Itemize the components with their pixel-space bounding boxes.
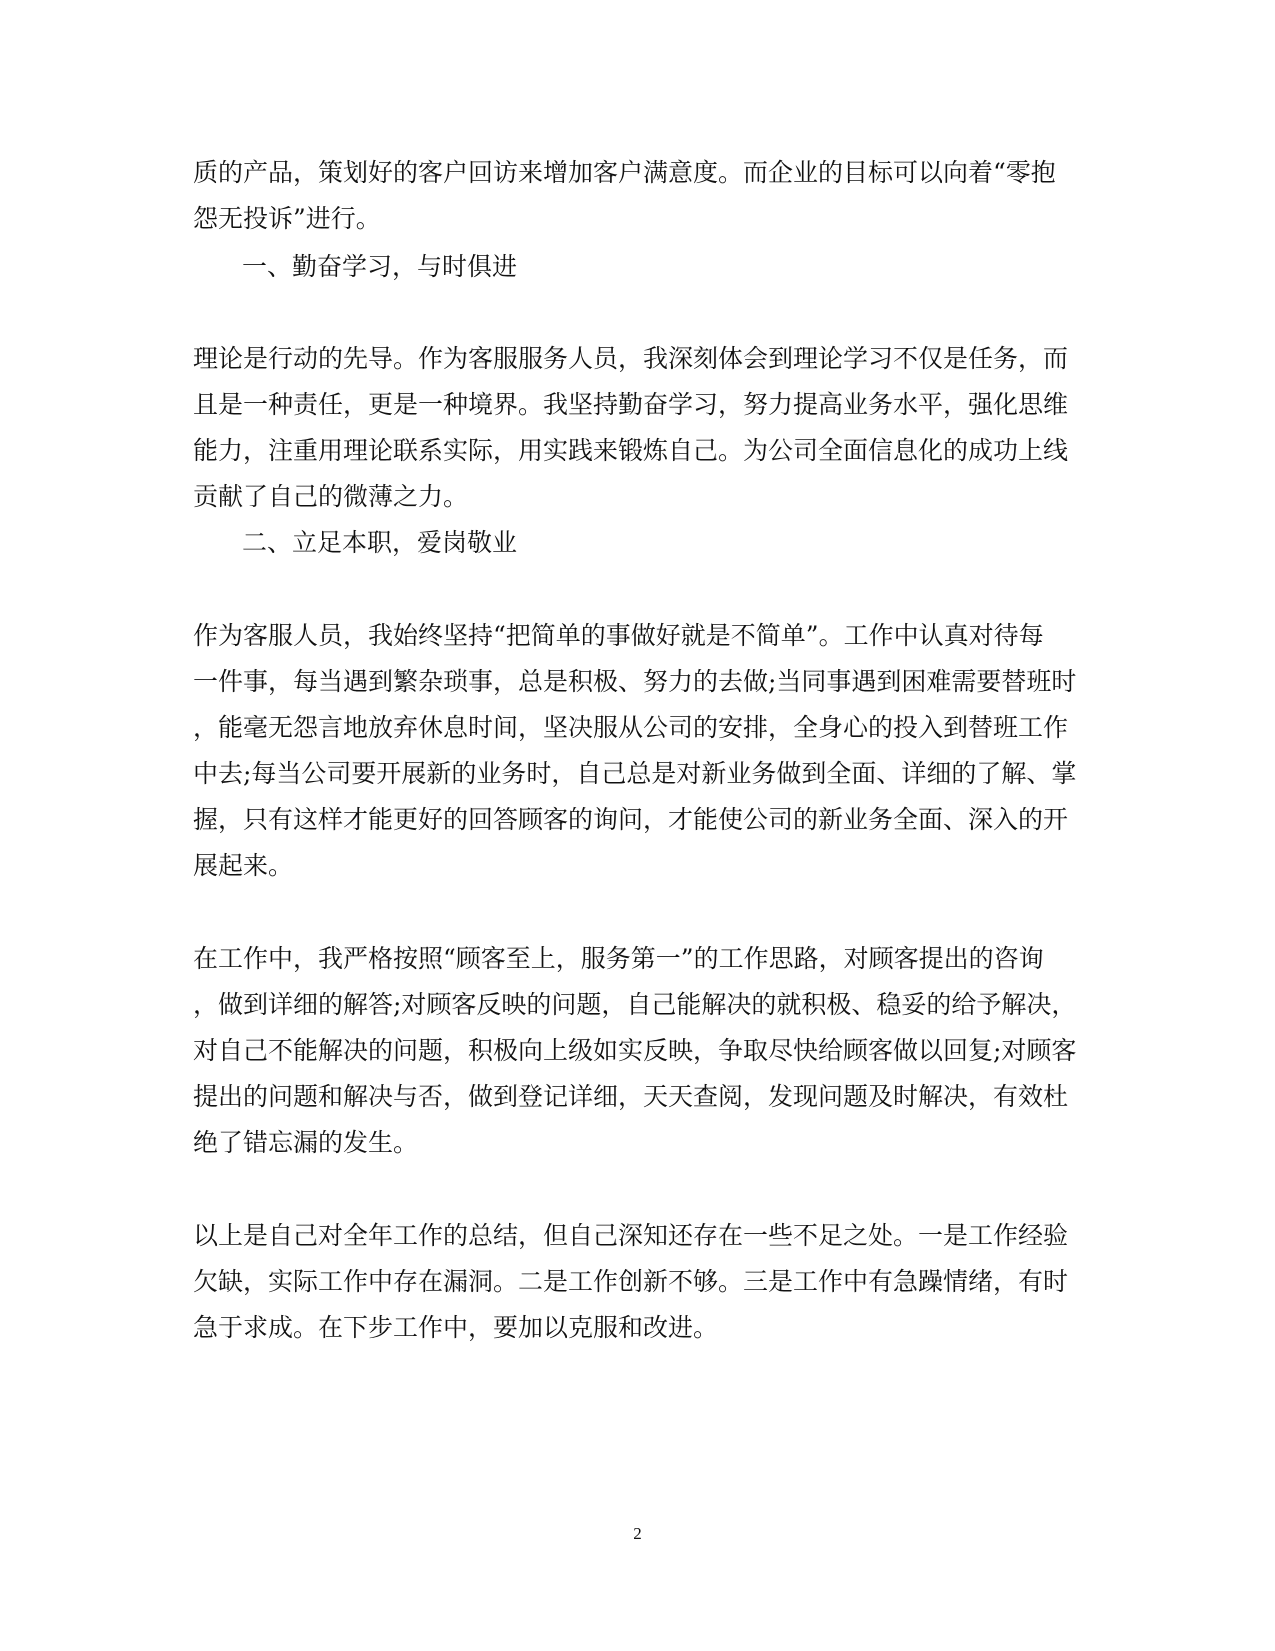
conclusion-line-2: 欠缺，实际工作中存在漏洞。二是工作创新不够。三是工作中有急躁情绪，有时 [193,1267,1069,1296]
section-2-heading: 二、立足本职，爱岗敬业 [242,528,518,557]
section-1-line-3: 能力，注重用理论联系实际，用实践来锻炼自己。为公司全面信息化的成功上线 [193,436,1069,465]
section-2-p2-line-1: 在工作中，我严格按照“顾客至上，服务第一”的工作思路，对顾客提出的咨询 [193,944,1044,973]
section-1-line-4: 贡献了自己的微薄之力。 [193,482,469,511]
conclusion-line-3: 急于求成。在下步工作中，要加以克服和改进。 [193,1313,719,1342]
section-2-p1-line-3: ，能毫无怨言地放弃休息时间，坚决服从公司的安排，全身心的投入到替班工作 [193,713,1069,742]
section-2-p1-line-2: 一件事，每当遇到繁杂琐事，总是积极、努力的去做;当同事遇到困难需要替班时 [193,667,1077,696]
intro-line-1: 质的产品，策划好的客户回访来增加客户满意度。而企业的目标可以向着“零抱 [193,158,1056,187]
section-2-p2-line-5: 绝了错忘漏的发生。 [193,1128,419,1157]
section-1-heading: 一、勤奋学习，与时俱进 [242,252,518,281]
section-2-p1-line-5: 握，只有这样才能更好的回答顾客的询问，才能使公司的新业务全面、深入的开 [193,805,1069,834]
section-2-p1-line-4: 中去;每当公司要开展新的业务时，自己总是对新业务做到全面、详细的了解、掌 [193,759,1077,788]
section-2-p2-line-3: 对自己不能解决的问题，积极向上级如实反映，争取尽快给顾客做以回复;对顾客 [193,1036,1077,1065]
page-number: 2 [633,1524,642,1543]
section-2-p2-line-4: 提出的问题和解决与否，做到登记详细，天天查阅，发现问题及时解决，有效杜 [193,1082,1069,1111]
section-2-p2-line-2: ，做到详细的解答;对顾客反映的问题，自己能解决的就积极、稳妥的给予解决， [193,990,1077,1019]
section-2-p1-line-1: 作为客服人员，我始终坚持“把简单的事做好就是不简单”。工作中认真对待每 [193,621,1044,650]
section-1-line-2: 且是一种责任，更是一种境界。我坚持勤奋学习，努力提高业务水平，强化思维 [193,390,1069,419]
intro-line-2: 怨无投诉”进行。 [193,204,381,233]
conclusion-line-1: 以上是自己对全年工作的总结，但自己深知还存在一些不足之处。一是工作经验 [193,1221,1069,1250]
section-1-line-1: 理论是行动的先导。作为客服服务人员，我深刻体会到理论学习不仅是任务，而 [193,344,1069,373]
section-2-p1-line-6: 展起来。 [193,851,294,880]
